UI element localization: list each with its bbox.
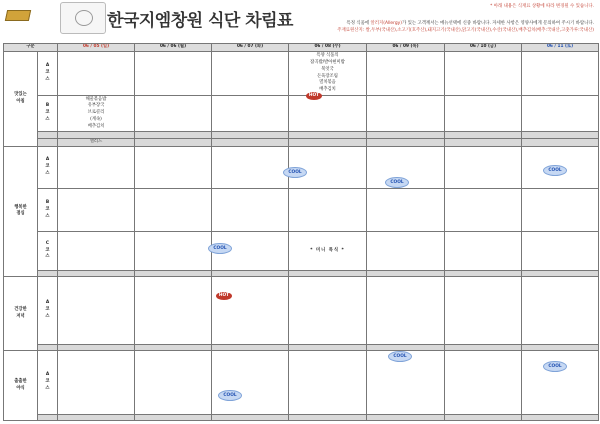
salad-cell <box>522 414 599 420</box>
menu-cell <box>367 189 445 232</box>
meal-label-breakfast: 맛있는 아침 <box>4 52 38 146</box>
menu-cell <box>445 95 522 131</box>
menu-table <box>3 43 599 421</box>
menu-cell <box>58 189 135 232</box>
column-header: 06 / 05 (일) <box>58 44 135 52</box>
menu-cell <box>58 351 135 415</box>
salad-cell <box>445 138 522 146</box>
cafeteria-emblem-icon <box>60 2 106 34</box>
menu-cell <box>445 52 522 96</box>
menu-cell: 특양 식품의 잡곡밥/발아현미밥 북엇국 돈육장조림 멸치볶음 배추김치 <box>289 52 367 96</box>
date-header-row <box>4 44 599 52</box>
table-row <box>4 351 599 415</box>
salad-cell <box>367 414 445 420</box>
menu-cell <box>212 52 289 96</box>
table-row <box>4 232 599 271</box>
menu-cell <box>135 277 212 345</box>
menu-cell <box>135 351 212 415</box>
column-header: 06 / 07 (화) <box>212 44 289 52</box>
cool-badge: COOL <box>388 351 412 362</box>
course-a: A 코 스 <box>38 146 58 189</box>
meal-label-dinner: 건강한 저녁 <box>4 277 38 351</box>
mini-special-cell: * 미니 특식 * <box>289 232 367 271</box>
menu-cell <box>58 146 135 189</box>
table-row <box>4 95 599 131</box>
menu-cell <box>135 52 212 96</box>
table-row <box>4 189 599 232</box>
menu-cell <box>367 277 445 345</box>
cool-badge: COOL <box>208 243 232 254</box>
menu-cell <box>522 95 599 131</box>
salad-label <box>38 138 58 146</box>
menu-cell <box>212 351 289 415</box>
menu-cell <box>135 146 212 189</box>
salad-cell <box>367 138 445 146</box>
menu-cell <box>522 232 599 271</box>
salad-cell <box>135 414 212 420</box>
hot-badge: HOT <box>306 92 322 100</box>
menu-cell <box>212 277 289 345</box>
cool-badge: COOL <box>283 167 307 178</box>
course-b: B 코 스 <box>38 189 58 232</box>
menu-cell <box>135 189 212 232</box>
change-notice: * 아래 내용은 식재료 상황에 따라 변경될 수 있습니다. <box>490 4 594 9</box>
column-header: 06 / 09 (목) <box>367 44 445 52</box>
meal-label-night: 출출한 야식 <box>4 351 38 421</box>
column-header: 06 / 08 (수) <box>289 44 367 52</box>
salad-cell <box>445 414 522 420</box>
menu-cell <box>135 232 212 271</box>
cool-badge: COOL <box>218 390 242 401</box>
salad-cell <box>289 138 367 146</box>
column-header: 06 / 06 (월) <box>135 44 212 52</box>
salad-cell: 샐러드 <box>58 138 135 146</box>
course-b: B 코 스 <box>38 95 58 131</box>
origin-note: 주재료원산지: 쌀,두부(국내산),소고기(호주산),돼지고기(국내산),닭고기(국내산),수산(국내산),배추김치(배추:국내산,고춧가루:국내산) <box>337 28 594 33</box>
menu-cell <box>445 232 522 271</box>
menu-cell <box>289 189 367 232</box>
salad-cell <box>58 414 135 420</box>
hot-badge: HOT <box>216 292 232 300</box>
menu-cell <box>135 95 212 131</box>
menu-cell <box>212 146 289 189</box>
menu-cell <box>58 52 135 96</box>
menu-cell <box>212 95 289 131</box>
salad-cell <box>212 414 289 420</box>
menu-cell <box>522 52 599 96</box>
cool-badge: COOL <box>543 165 567 176</box>
menu-cell <box>445 146 522 189</box>
allergy-note-b: 알러지(Allergy) <box>370 21 402 26</box>
menu-cell <box>522 277 599 345</box>
cool-badge: COOL <box>385 177 409 188</box>
menu-cell <box>522 351 599 415</box>
salad-cell <box>522 138 599 146</box>
allergy-note-c: 가 있는 고객께서는 메뉴선택에 신중 바랍니다. 자세한 사항은 영양사에게 문의하여 주시기 바랍니다. <box>401 21 594 26</box>
salad-label <box>38 414 58 420</box>
cool-badge: COOL <box>543 361 567 372</box>
table-row <box>4 138 599 146</box>
column-header: 06 / 11 (토) <box>522 44 599 52</box>
table-row <box>4 52 599 96</box>
page-title: 한국지엠창원 식단 차림표 <box>107 11 293 31</box>
meal-label-lunch: 행복한 점심 <box>4 146 38 276</box>
salad-cell <box>289 414 367 420</box>
menu-cell <box>445 189 522 232</box>
menu-cell <box>445 277 522 345</box>
course-c: C 코 스 <box>38 232 58 271</box>
menu-cell <box>522 189 599 232</box>
menu-cell <box>367 52 445 96</box>
course-a: A 코 스 <box>38 52 58 96</box>
allergy-note <box>347 20 594 26</box>
menu-cell <box>58 277 135 345</box>
menu-cell <box>289 277 367 345</box>
salad-cell <box>212 138 289 146</box>
menu-cell <box>367 95 445 131</box>
header <box>0 0 600 40</box>
allergy-note-a: 특정 식품에 <box>346 21 371 26</box>
course-a: A 코 스 <box>38 277 58 345</box>
menu-cell: 해물볶음밥 유부장국 브로콜리 (계속) 배추김치 <box>58 95 135 131</box>
menu-cell <box>58 232 135 271</box>
brand-logo-icon <box>5 10 31 21</box>
column-header: 구분 <box>4 44 58 52</box>
salad-cell <box>135 138 212 146</box>
table-row <box>4 414 599 420</box>
menu-cell <box>445 351 522 415</box>
menu-cell <box>289 95 367 131</box>
column-header: 06 / 10 (금) <box>445 44 522 52</box>
table-row <box>4 277 599 345</box>
course-a: A 코 스 <box>38 351 58 415</box>
menu-cell <box>367 232 445 271</box>
menu-cell <box>212 189 289 232</box>
menu-cell <box>289 351 367 415</box>
